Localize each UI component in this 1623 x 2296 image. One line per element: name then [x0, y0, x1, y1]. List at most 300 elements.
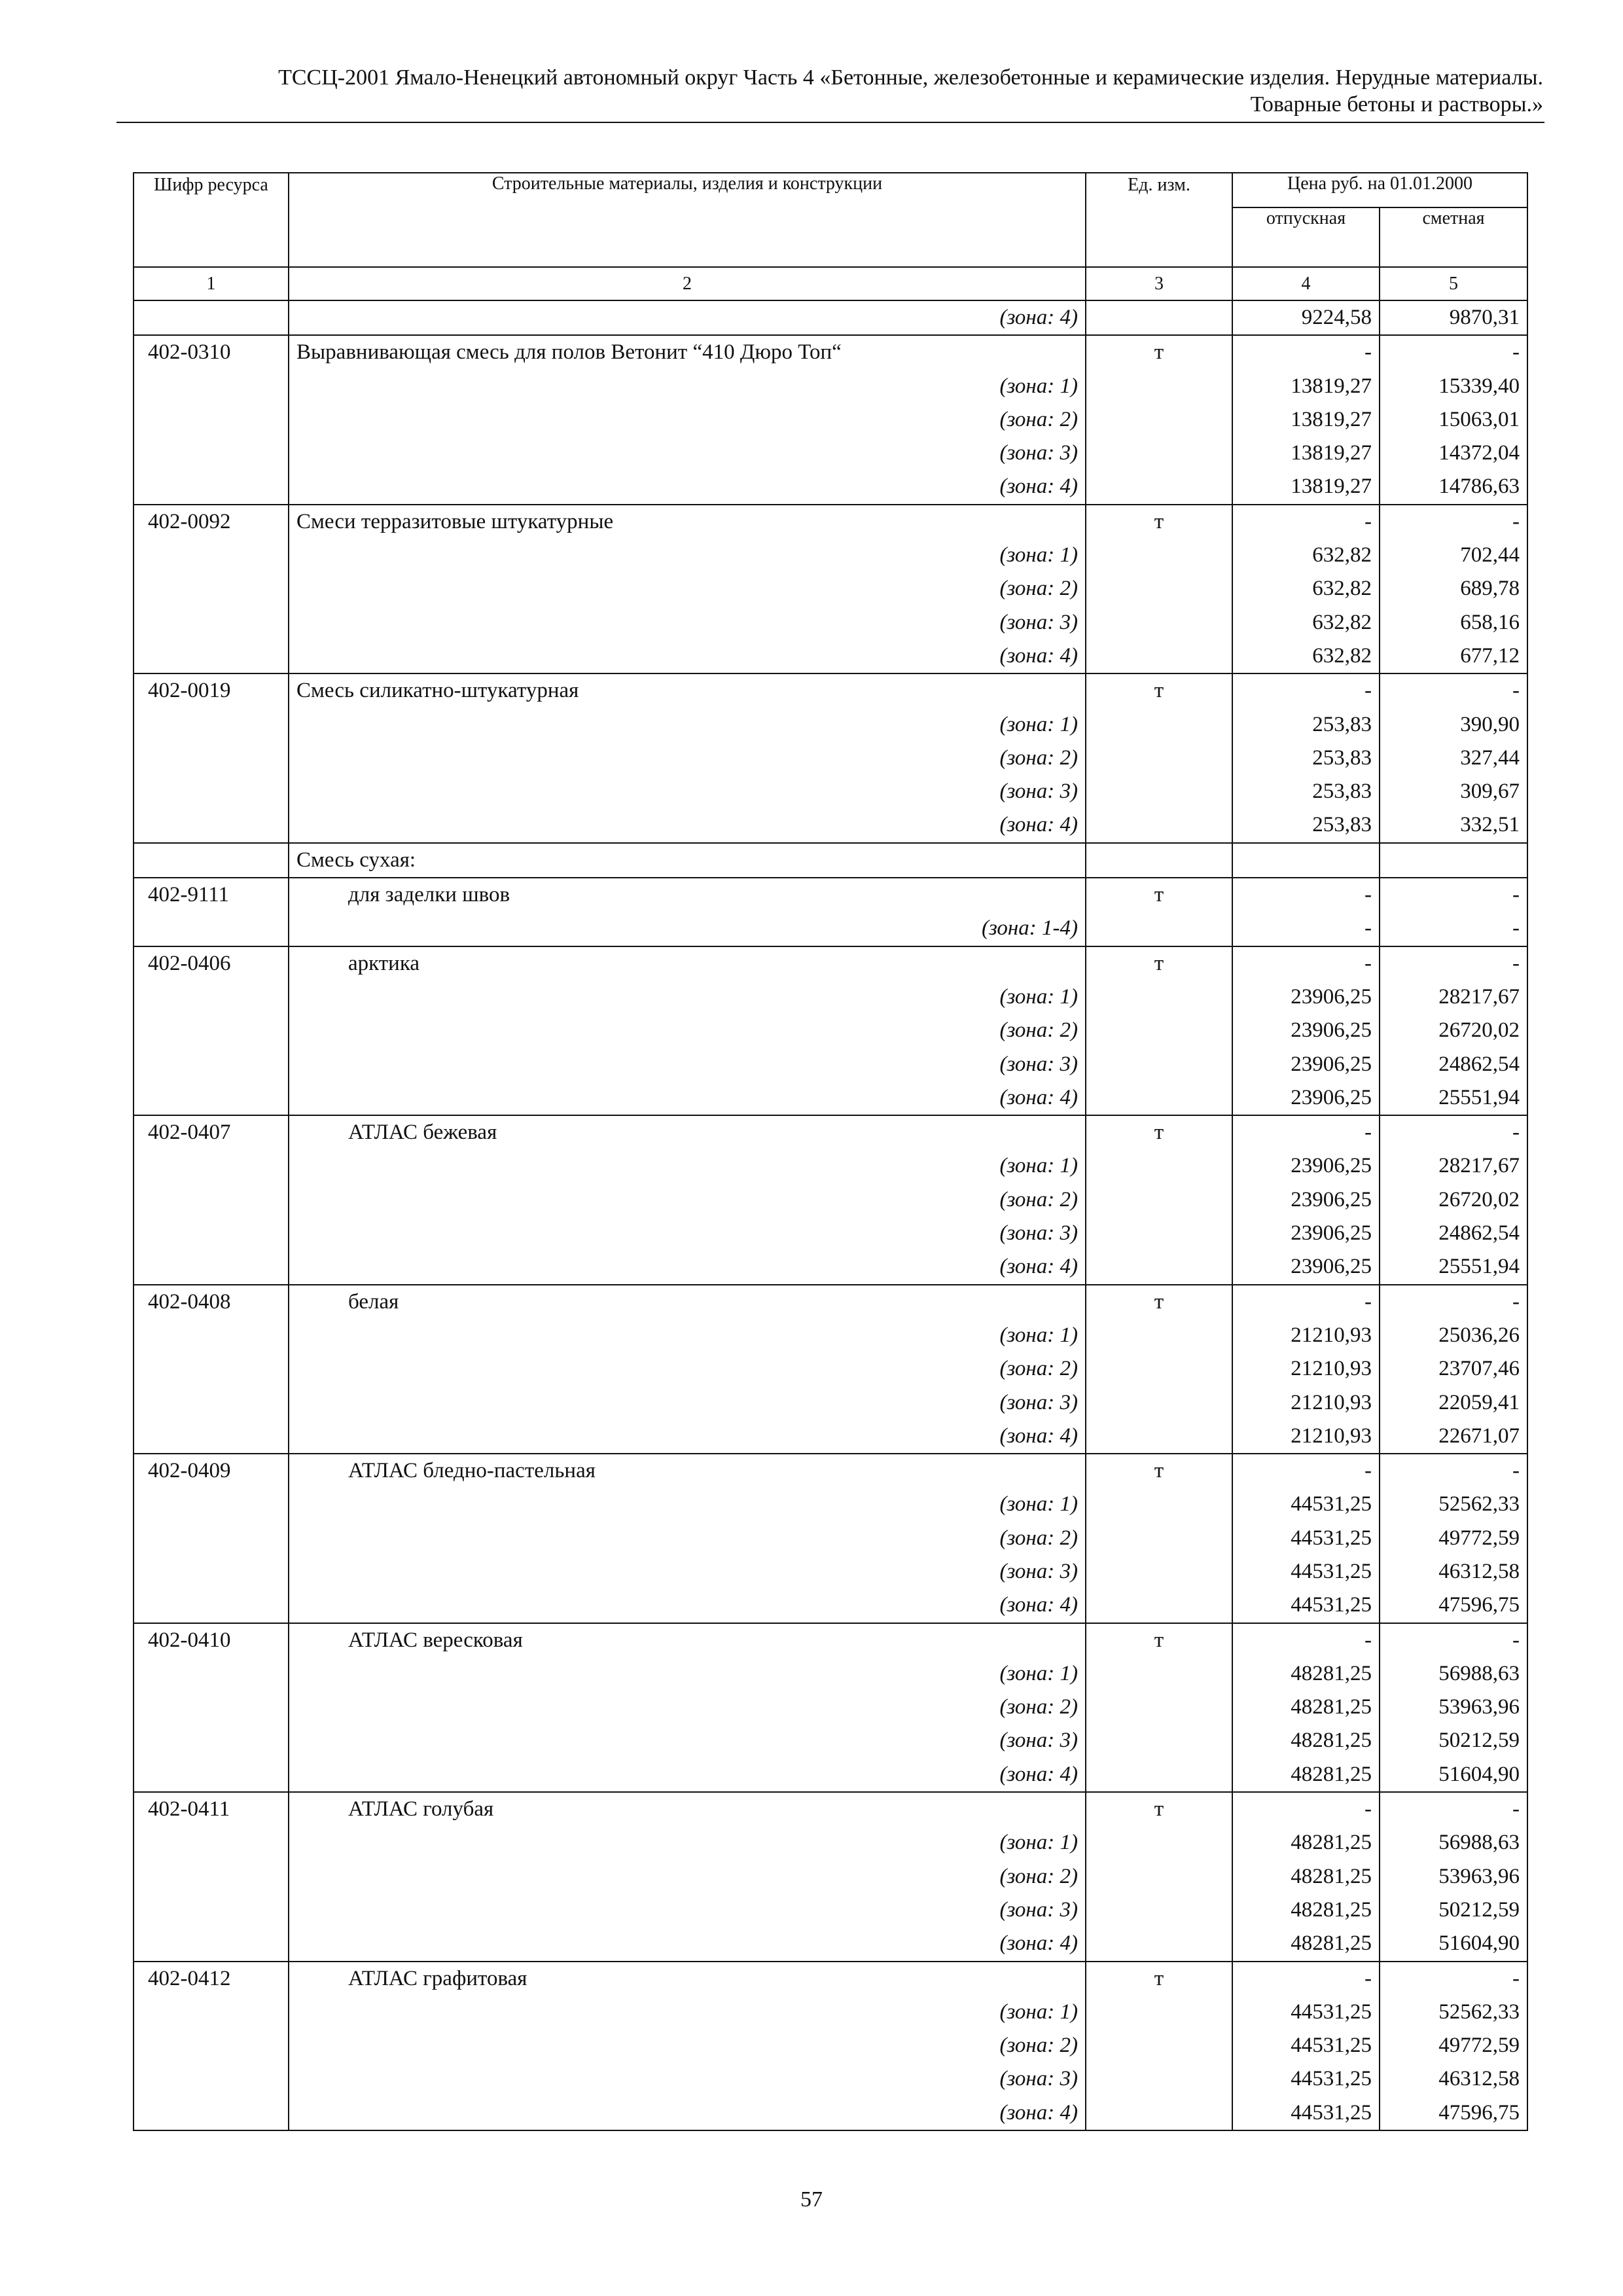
estimate-price-cell: 25551,94 [1380, 1081, 1527, 1115]
unit-cell [1086, 606, 1232, 639]
release-price-cell: 44531,25 [1232, 1996, 1380, 2029]
table-row [134, 1657, 1527, 1691]
resource-code-cell [134, 1420, 289, 1454]
table-row [134, 1691, 1527, 1724]
table-row [134, 1454, 1527, 1488]
resource-code-cell [134, 2062, 289, 2096]
release-price-cell: 253,83 [1232, 708, 1380, 742]
unit-cell [1086, 1691, 1232, 1724]
unit-cell [1086, 2029, 1232, 2062]
table-row [134, 1758, 1527, 1792]
resource-code-cell [134, 1826, 289, 1859]
release-price-cell: - [1232, 1962, 1380, 1996]
zone-label-cell: (зона: 2) [289, 1860, 1086, 1893]
resource-code-cell [134, 1522, 289, 1555]
unit-cell: т [1086, 673, 1232, 708]
zone-label-cell: (зона: 3) [289, 775, 1086, 808]
resource-code-cell [134, 572, 289, 605]
release-price-cell [1232, 843, 1380, 878]
release-price-cell: 44531,25 [1232, 2029, 1380, 2062]
unit-cell [1086, 843, 1232, 878]
estimate-price-cell: - [1380, 878, 1527, 912]
table-row [134, 912, 1527, 946]
table-row [134, 1319, 1527, 1352]
zone-label-cell: (зона: 3) [289, 1048, 1086, 1081]
release-price-cell: - [1232, 1454, 1380, 1488]
release-price-cell: 13819,27 [1232, 403, 1380, 437]
table-row [134, 437, 1527, 470]
estimate-price-cell: - [1380, 946, 1527, 980]
resource-code-cell: 402-0411 [134, 1792, 289, 1826]
estimate-price-cell: 49772,59 [1380, 2029, 1527, 2062]
table-row [134, 1115, 1527, 1149]
estimate-price-cell: 22671,07 [1380, 1420, 1527, 1454]
col-number: 5 [1380, 267, 1527, 300]
release-price-cell: 44531,25 [1232, 1555, 1380, 1588]
release-price-cell: - [1232, 1792, 1380, 1826]
header-divider [116, 122, 1544, 123]
material-name-cell: Смеси терразитовые штукатурные [289, 505, 1086, 539]
table-row [134, 742, 1527, 775]
zone-label-cell: (зона: 4) [289, 2096, 1086, 2130]
estimate-price-cell: 56988,63 [1380, 1657, 1527, 1691]
release-price-cell: 23906,25 [1232, 1014, 1380, 1047]
unit-cell [1086, 912, 1232, 946]
resource-code-cell [134, 539, 289, 572]
estimate-price-cell: 14372,04 [1380, 437, 1527, 470]
resource-code-cell [134, 1386, 289, 1420]
material-name-cell: АТЛАС бежевая [289, 1115, 1086, 1149]
zone-label-cell: (зона: 2) [289, 1352, 1086, 1386]
zone-label-cell: (зона: 4) [289, 1758, 1086, 1792]
estimate-price-cell: 658,16 [1380, 606, 1527, 639]
col-header-code: Шифр ресурса [134, 173, 289, 267]
release-price-cell: - [1232, 878, 1380, 912]
unit-cell [1086, 1319, 1232, 1352]
resource-code-cell [134, 1758, 289, 1792]
release-price-cell: 44531,25 [1232, 2062, 1380, 2096]
unit-cell: т [1086, 335, 1232, 369]
estimate-price-cell: 26720,02 [1380, 1183, 1527, 1217]
estimate-price-cell: 15063,01 [1380, 403, 1527, 437]
estimate-price-cell: - [1380, 1454, 1527, 1488]
table-row [134, 505, 1527, 539]
estimate-price-cell: 702,44 [1380, 539, 1527, 572]
release-price-cell: 48281,25 [1232, 1893, 1380, 1927]
resource-code-cell [134, 370, 289, 403]
release-price-cell: - [1232, 335, 1380, 369]
unit-cell: т [1086, 1285, 1232, 1319]
estimate-price-cell: 53963,96 [1380, 1691, 1527, 1724]
table-row [134, 1927, 1527, 1961]
release-price-cell: 13819,27 [1232, 437, 1380, 470]
table-row [134, 1962, 1527, 1996]
release-price-cell: 21210,93 [1232, 1386, 1380, 1420]
release-price-cell: 23906,25 [1232, 1149, 1380, 1183]
zone-label-cell: (зона: 1-4) [289, 912, 1086, 946]
zone-label-cell: (зона: 3) [289, 1893, 1086, 1927]
release-price-cell: 23906,25 [1232, 980, 1380, 1014]
estimate-price-cell: - [1380, 335, 1527, 369]
release-price-cell: 632,82 [1232, 606, 1380, 639]
table-row [134, 1420, 1527, 1454]
zone-label-cell: (зона: 3) [289, 1217, 1086, 1250]
resource-code-cell [134, 1893, 289, 1927]
resource-code-cell [134, 639, 289, 673]
estimate-price-cell: 28217,67 [1380, 980, 1527, 1014]
table-row [134, 843, 1527, 878]
release-price-cell: 48281,25 [1232, 1691, 1380, 1724]
table-row [134, 1217, 1527, 1250]
resource-code-cell: 402-0092 [134, 505, 289, 539]
resource-code-cell: 402-0408 [134, 1285, 289, 1319]
group-title-cell: Смесь сухая: [289, 843, 1086, 878]
zone-label-cell: (зона: 2) [289, 1183, 1086, 1217]
resource-code-cell [134, 912, 289, 946]
resource-code-cell [134, 1588, 289, 1623]
release-price-cell: 253,83 [1232, 775, 1380, 808]
release-price-cell: 48281,25 [1232, 1860, 1380, 1893]
zone-label-cell: (зона: 2) [289, 742, 1086, 775]
release-price-cell: 23906,25 [1232, 1081, 1380, 1115]
estimate-price-cell [1380, 843, 1527, 878]
release-price-cell: 23906,25 [1232, 1048, 1380, 1081]
estimate-price-cell: 52562,33 [1380, 1488, 1527, 1521]
table-row [134, 1588, 1527, 1623]
unit-cell [1086, 1081, 1232, 1115]
unit-cell [1086, 1386, 1232, 1420]
table-row [134, 1386, 1527, 1420]
unit-cell [1086, 300, 1232, 335]
unit-cell [1086, 742, 1232, 775]
col-header-unit: Ед. изм. [1086, 173, 1232, 267]
zone-label-cell: (зона: 4) [289, 808, 1086, 842]
estimate-price-cell: 47596,75 [1380, 1588, 1527, 1623]
zone-label-cell: (зона: 4) [289, 1081, 1086, 1115]
resource-code-cell [134, 300, 289, 335]
release-price-cell: 21210,93 [1232, 1352, 1380, 1386]
zone-label-cell: (зона: 4) [289, 639, 1086, 673]
release-price-cell: 44531,25 [1232, 1588, 1380, 1623]
resource-code-cell [134, 1217, 289, 1250]
table-row [134, 1555, 1527, 1588]
estimate-price-cell: 53963,96 [1380, 1860, 1527, 1893]
estimate-price-cell: 50212,59 [1380, 1724, 1527, 1757]
unit-cell [1086, 1014, 1232, 1047]
table-row [134, 1996, 1527, 2029]
resource-code-cell [134, 403, 289, 437]
col-header-estimate-price: сметная [1380, 207, 1527, 267]
zone-label-cell: (зона: 1) [289, 1149, 1086, 1183]
table-row [134, 946, 1527, 980]
resource-code-cell: 402-9111 [134, 878, 289, 912]
resource-code-cell [134, 1691, 289, 1724]
estimate-price-cell: - [1380, 912, 1527, 946]
estimate-price-cell: 390,90 [1380, 708, 1527, 742]
table-row [134, 1250, 1527, 1284]
resource-code-cell [134, 1183, 289, 1217]
unit-cell [1086, 539, 1232, 572]
unit-cell [1086, 470, 1232, 504]
col-number: 4 [1232, 267, 1380, 300]
estimate-price-cell: 52562,33 [1380, 1996, 1527, 2029]
unit-cell [1086, 1826, 1232, 1859]
table-row [134, 1826, 1527, 1859]
estimate-price-cell: 49772,59 [1380, 1522, 1527, 1555]
table-row [134, 2096, 1527, 2130]
unit-cell [1086, 1555, 1232, 1588]
table-row [134, 1014, 1527, 1047]
resource-code-cell [134, 1657, 289, 1691]
zone-label-cell: (зона: 1) [289, 708, 1086, 742]
estimate-price-cell: 309,67 [1380, 775, 1527, 808]
estimate-price-cell: 14786,63 [1380, 470, 1527, 504]
table-row [134, 1149, 1527, 1183]
unit-cell [1086, 1149, 1232, 1183]
table-row [134, 1623, 1527, 1657]
unit-cell: т [1086, 1792, 1232, 1826]
release-price-cell: 9224,58 [1232, 300, 1380, 335]
estimate-price-cell: 15339,40 [1380, 370, 1527, 403]
zone-label-cell: (зона: 2) [289, 1014, 1086, 1047]
zone-label-cell: (зона: 4) [289, 1420, 1086, 1454]
resource-code-cell [134, 1488, 289, 1521]
resource-code-cell: 402-0019 [134, 673, 289, 708]
zone-label-cell: (зона: 3) [289, 1386, 1086, 1420]
resource-code-cell [134, 1014, 289, 1047]
material-name-cell: АТЛАС графитовая [289, 1962, 1086, 1996]
release-price-cell: 44531,25 [1232, 2096, 1380, 2130]
table-row [134, 673, 1527, 708]
release-price-cell: - [1232, 1115, 1380, 1149]
table-row [134, 878, 1527, 912]
resource-code-cell [134, 742, 289, 775]
release-price-cell: 632,82 [1232, 572, 1380, 605]
estimate-price-cell: - [1380, 1962, 1527, 1996]
estimate-price-cell: - [1380, 673, 1527, 708]
table-row [134, 1724, 1527, 1757]
release-price-cell: - [1232, 912, 1380, 946]
unit-cell [1086, 1893, 1232, 1927]
resource-code-cell: 402-0409 [134, 1454, 289, 1488]
zone-label-cell: (зона: 1) [289, 1657, 1086, 1691]
table-row [134, 470, 1527, 504]
release-price-cell: 23906,25 [1232, 1183, 1380, 1217]
zone-label-cell: (зона: 1) [289, 1996, 1086, 2029]
table-row [134, 1792, 1527, 1826]
estimate-price-cell: 28217,67 [1380, 1149, 1527, 1183]
resource-code-cell [134, 470, 289, 504]
release-price-cell: 13819,27 [1232, 370, 1380, 403]
unit-cell [1086, 775, 1232, 808]
table-row [134, 1893, 1527, 1927]
release-price-cell: 48281,25 [1232, 1657, 1380, 1691]
release-price-cell: 21210,93 [1232, 1420, 1380, 1454]
estimate-price-cell: 47596,75 [1380, 2096, 1527, 2130]
page-number: 57 [800, 2187, 823, 2212]
zone-label-cell: (зона: 4) [289, 1588, 1086, 1623]
table-row [134, 980, 1527, 1014]
estimate-price-cell: 24862,54 [1380, 1048, 1527, 1081]
zone-label-cell: (зона: 1) [289, 1319, 1086, 1352]
table-row [134, 2062, 1527, 2096]
estimate-price-cell: 25036,26 [1380, 1319, 1527, 1352]
resource-code-cell [134, 1081, 289, 1115]
release-price-cell: 632,82 [1232, 639, 1380, 673]
resource-code-cell [134, 1352, 289, 1386]
zone-label-cell: (зона: 1) [289, 539, 1086, 572]
estimate-price-cell: 51604,90 [1380, 1927, 1527, 1961]
estimate-price-cell: 9870,31 [1380, 300, 1527, 335]
resource-code-cell [134, 1860, 289, 1893]
resource-code-cell [134, 437, 289, 470]
material-name-cell: АТЛАС бледно-пастельная [289, 1454, 1086, 1488]
estimate-price-cell: 327,44 [1380, 742, 1527, 775]
release-price-cell: 44531,25 [1232, 1488, 1380, 1521]
unit-cell [1086, 1758, 1232, 1792]
unit-cell [1086, 1183, 1232, 1217]
unit-cell [1086, 1217, 1232, 1250]
resource-code-cell [134, 1149, 289, 1183]
col-header-price-group: Цена руб. на 01.01.2000 [1232, 173, 1527, 207]
material-name-cell: АТЛАС вересковая [289, 1623, 1086, 1657]
estimate-price-cell: 24862,54 [1380, 1217, 1527, 1250]
resource-code-cell [134, 1319, 289, 1352]
table-row [134, 1048, 1527, 1081]
unit-cell [1086, 1522, 1232, 1555]
unit-cell [1086, 1927, 1232, 1961]
zone-label-cell: (зона: 3) [289, 437, 1086, 470]
table-row [134, 1352, 1527, 1386]
resource-code-cell: 402-0406 [134, 946, 289, 980]
zone-label-cell: (зона: 2) [289, 572, 1086, 605]
release-price-cell: 23906,25 [1232, 1217, 1380, 1250]
unit-cell: т [1086, 946, 1232, 980]
col-header-name: Строительные материалы, изделия и конструкции [289, 173, 1086, 267]
resource-code-cell [134, 606, 289, 639]
unit-cell [1086, 808, 1232, 842]
release-price-cell: - [1232, 673, 1380, 708]
estimate-price-cell: - [1380, 1792, 1527, 1826]
resource-code-cell [134, 843, 289, 878]
unit-cell [1086, 1048, 1232, 1081]
material-name-cell: белая [289, 1285, 1086, 1319]
zone-label-cell: (зона: 1) [289, 370, 1086, 403]
resource-code-cell [134, 1250, 289, 1284]
zone-label-cell: (зона: 3) [289, 2062, 1086, 2096]
table-row [134, 403, 1527, 437]
table-row [134, 1522, 1527, 1555]
release-price-cell: - [1232, 1623, 1380, 1657]
table-row [134, 639, 1527, 673]
estimate-price-cell: 26720,02 [1380, 1014, 1527, 1047]
unit-cell: т [1086, 1623, 1232, 1657]
zone-label-cell: (зона: 1) [289, 980, 1086, 1014]
table-row [134, 300, 1527, 335]
unit-cell [1086, 572, 1232, 605]
table-row [134, 2029, 1527, 2062]
zone-label-cell: (зона: 4) [289, 1250, 1086, 1284]
estimate-price-cell: - [1380, 505, 1527, 539]
zone-label-cell: (зона: 2) [289, 1691, 1086, 1724]
estimate-price-cell: 332,51 [1380, 808, 1527, 842]
release-price-cell: 48281,25 [1232, 1724, 1380, 1757]
estimate-price-cell: 56988,63 [1380, 1826, 1527, 1859]
unit-cell [1086, 639, 1232, 673]
release-price-cell: 48281,25 [1232, 1927, 1380, 1961]
unit-cell [1086, 370, 1232, 403]
unit-cell [1086, 2096, 1232, 2130]
zone-label-cell: (зона: 2) [289, 2029, 1086, 2062]
estimate-price-cell: 51604,90 [1380, 1758, 1527, 1792]
unit-cell [1086, 1860, 1232, 1893]
estimate-price-cell: 689,78 [1380, 572, 1527, 605]
release-price-cell: 44531,25 [1232, 1522, 1380, 1555]
estimate-price-cell: - [1380, 1285, 1527, 1319]
resource-code-cell [134, 775, 289, 808]
table-row [134, 775, 1527, 808]
zone-label-cell: (зона: 1) [289, 1826, 1086, 1859]
unit-cell [1086, 2062, 1232, 2096]
material-name-cell: Смесь силикатно-штукатурная [289, 673, 1086, 708]
table-row [134, 606, 1527, 639]
release-price-cell: - [1232, 1285, 1380, 1319]
header-line-1: ТССЦ-2001 Ямало-Ненецкий автономный округ Часть 4 «Бетонные, железобетонные и керамические изделия. Нерудные материалы. [278, 65, 1543, 90]
estimate-price-cell: - [1380, 1623, 1527, 1657]
release-price-cell: 13819,27 [1232, 470, 1380, 504]
unit-cell [1086, 1724, 1232, 1757]
zone-label-cell: (зона: 4) [289, 470, 1086, 504]
release-price-cell: 632,82 [1232, 539, 1380, 572]
estimate-price-cell: 23707,46 [1380, 1352, 1527, 1386]
resource-code-cell: 402-0407 [134, 1115, 289, 1149]
zone-label-cell: (зона: 4) [289, 300, 1086, 335]
col-number: 2 [289, 267, 1086, 300]
resource-code-cell [134, 708, 289, 742]
resource-code-cell: 402-0310 [134, 335, 289, 369]
estimate-price-cell: 50212,59 [1380, 1893, 1527, 1927]
material-name-cell: АТЛАС голубая [289, 1792, 1086, 1826]
unit-cell: т [1086, 505, 1232, 539]
resource-code-cell [134, 808, 289, 842]
unit-cell [1086, 1352, 1232, 1386]
estimate-price-cell: 677,12 [1380, 639, 1527, 673]
release-price-cell: - [1232, 505, 1380, 539]
table-row [134, 708, 1527, 742]
unit-cell: т [1086, 1454, 1232, 1488]
resource-code-cell: 402-0410 [134, 1623, 289, 1657]
price-table [133, 172, 1528, 2131]
unit-cell [1086, 1588, 1232, 1623]
resource-code-cell [134, 2029, 289, 2062]
table-row [134, 1860, 1527, 1893]
zone-label-cell: (зона: 2) [289, 1522, 1086, 1555]
release-price-cell: 253,83 [1232, 808, 1380, 842]
table-row [134, 1183, 1527, 1217]
table-row [134, 808, 1527, 842]
zone-label-cell: (зона: 1) [289, 1488, 1086, 1521]
unit-cell [1086, 1996, 1232, 2029]
col-header-release-price: отпускная [1232, 207, 1380, 267]
zone-label-cell: (зона: 3) [289, 606, 1086, 639]
release-price-cell: - [1232, 946, 1380, 980]
unit-cell [1086, 1250, 1232, 1284]
unit-cell [1086, 437, 1232, 470]
estimate-price-cell: 46312,58 [1380, 2062, 1527, 2096]
col-number: 3 [1086, 267, 1232, 300]
document-header [116, 64, 1543, 118]
resource-code-cell [134, 2096, 289, 2130]
